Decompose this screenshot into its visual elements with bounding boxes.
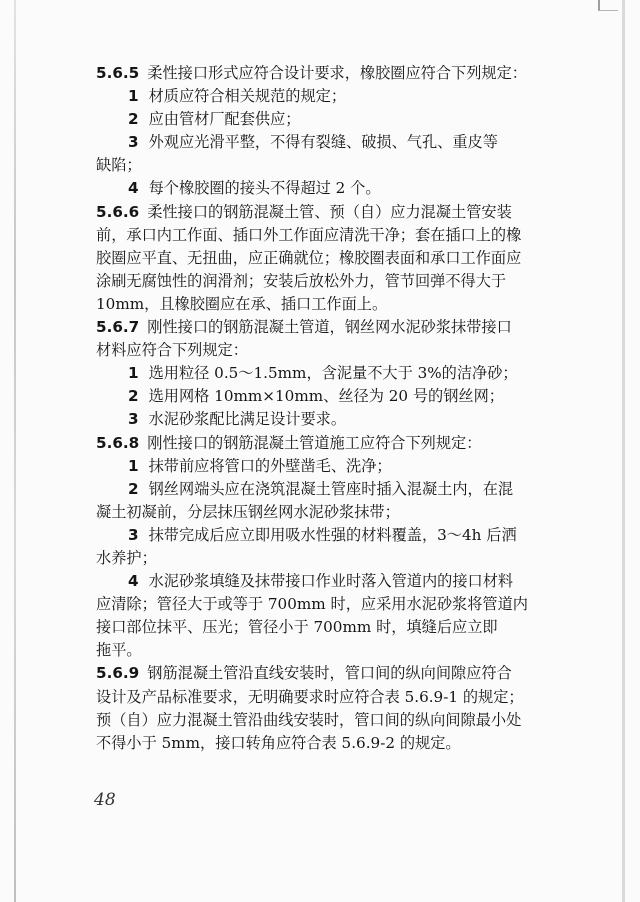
clause-line	[96, 316, 554, 339]
list-item-number: 2	[128, 110, 139, 129]
clause-line	[96, 224, 554, 247]
list-item-line	[96, 131, 554, 154]
clause-text: 预（自）应力混凝土管沿曲线安装时，管口间的纵向间隙最小处	[96, 710, 522, 729]
list-item-text: 水泥砂浆填缝及抹带接口作业时落入管道内的接口材料	[148, 572, 514, 591]
list-item-text: 选用网格 10mm×10mm、丝径为 20 号的钢丝网；	[148, 387, 504, 406]
list-item-line	[96, 408, 554, 431]
clause-text: 柔性接口形式应符合设计要求，橡胶圈应符合下列规定：	[147, 64, 527, 82]
clause-text: 胶圈应平直、无扭曲，应正确就位；橡胶圈表面和承口工作面应	[96, 248, 522, 267]
page-number: 48	[94, 790, 116, 810]
clause-text: 前，承口内工作面、插口外工作面应清洗干净；套在插口上的橡	[96, 225, 522, 244]
clause-text: 柔性接口的钢筋混凝土管、预（自）应力混凝土管安装	[147, 202, 512, 221]
list-item-line	[96, 455, 554, 478]
clause-text: 刚性接口的钢筋混凝土管道，钢丝网水泥砂浆抹带接口	[147, 318, 512, 337]
clause-text: 10mm，且橡胶圈应在承、插口工作面上。	[96, 294, 388, 313]
clause-5-6-6	[96, 201, 554, 316]
list-item-number: 3	[128, 525, 139, 544]
list-item-line	[96, 547, 554, 570]
list-item-text: 抹带前应将管口的外壁凿毛、洗净；	[148, 456, 392, 475]
clause-line	[96, 709, 554, 732]
clause-text: 刚性接口的钢筋混凝土管道施工应符合下列规定：	[147, 433, 482, 452]
list-item-line	[96, 154, 554, 177]
list-item-line	[96, 385, 554, 408]
list-item-text: 应由管材厂配套供应；	[148, 110, 301, 129]
clause-number: 5.6.8	[96, 433, 140, 452]
scan-right-edge	[622, 0, 625, 902]
clause-number: 5.6.9	[96, 664, 140, 683]
clause-text: 钢筋混凝土管沿直线安装时，管口间的纵向间隙应符合	[147, 664, 512, 683]
list-item-text: 水泥砂浆配比满足设计要求。	[148, 410, 347, 429]
clause-text: 材料应符合下列规定：	[96, 341, 248, 360]
document-body	[96, 62, 554, 755]
clause-5-6-5	[96, 62, 554, 201]
clause-line	[96, 247, 554, 270]
list-item-text: 每个橡胶圈的接头不得超过 2 个。	[148, 179, 381, 198]
clause-line	[96, 732, 554, 755]
list-item-text: 接口部位抹平、压光；管径小于 700mm 时，填缝后应立即	[96, 618, 498, 637]
list-item-text: 抹带完成后应立即用吸水性强的材料覆盖，3～4h 后洒	[148, 525, 517, 544]
clause-line	[96, 686, 554, 709]
clause-5-6-9	[96, 662, 554, 754]
list-item-number: 3	[128, 410, 139, 429]
list-item-line	[96, 362, 554, 385]
clause-line	[96, 432, 554, 455]
scan-corner-mark	[598, 0, 618, 11]
list-item-line	[96, 85, 554, 108]
clause-5-6-8	[96, 432, 554, 663]
clause-line	[96, 270, 554, 293]
list-item-number: 1	[128, 364, 139, 383]
clause-text: 不得小于 5mm，接口转角应符合表 5.6.9-2 的规定。	[96, 733, 461, 752]
list-item-line	[96, 524, 554, 547]
list-item-text: 钢丝网端头应在浇筑混凝土管座时插入混凝土内，在混	[148, 479, 514, 498]
list-item-number: 1	[128, 87, 139, 106]
list-item-text: 凝土初凝前，分层抹压钢丝网水泥砂浆抹带；	[96, 502, 400, 521]
clause-number: 5.6.7	[96, 318, 140, 337]
list-item-number: 1	[128, 456, 139, 475]
list-item-number: 3	[128, 133, 139, 152]
clause-number: 5.6.5	[96, 64, 140, 82]
list-item-line	[96, 639, 554, 662]
list-item-line	[96, 570, 554, 593]
clause-line	[96, 62, 554, 85]
clause-text: 设计及产品标准要求，无明确要求时应符合表 5.6.9-1 的规定；	[96, 687, 524, 706]
list-item-line	[96, 478, 554, 501]
list-item-line	[96, 593, 554, 616]
list-item-text: 拖平。	[96, 641, 142, 660]
clause-line	[96, 201, 554, 224]
clause-text: 涂刷无腐蚀性的润滑剂；安装后放松外力，管节回弹不得大于	[96, 271, 507, 290]
clause-5-6-7	[96, 316, 554, 431]
list-item-line	[96, 177, 554, 200]
list-item-text: 水养护；	[96, 548, 157, 567]
list-item-number: 2	[128, 387, 139, 406]
clause-line	[96, 662, 554, 685]
list-item-text: 外观应光滑平整，不得有裂缝、破损、气孔、重皮等	[148, 133, 498, 152]
list-item-line	[96, 616, 554, 639]
list-item-line	[96, 108, 554, 131]
list-item-text: 材质应符合相关规范的规定；	[148, 87, 347, 106]
list-item-number: 4	[128, 572, 139, 591]
scan-left-edge	[14, 0, 16, 902]
list-item-text: 缺陷；	[96, 156, 142, 175]
list-item-line	[96, 501, 554, 524]
clause-line	[96, 339, 554, 362]
list-item-text: 选用粒径 0.5～1.5mm，含泥量不大于 3%的洁净砂；	[148, 364, 518, 383]
list-item-number: 4	[128, 179, 139, 198]
clause-line	[96, 293, 554, 316]
clause-number: 5.6.6	[96, 202, 140, 221]
list-item-text: 应清除；管径大于或等于 700mm 时，应采用水泥砂浆将管道内	[96, 595, 528, 614]
list-item-number: 2	[128, 479, 139, 498]
